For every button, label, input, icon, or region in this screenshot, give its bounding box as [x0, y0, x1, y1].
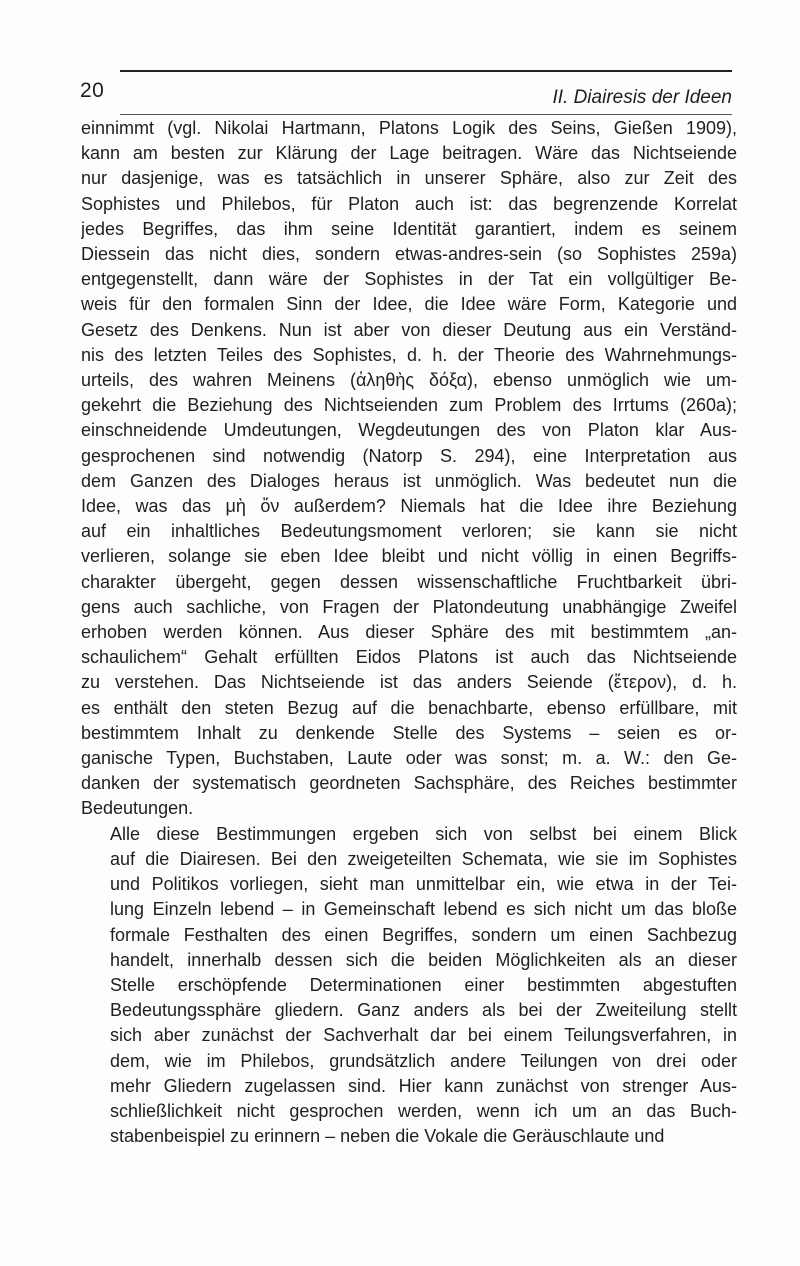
text-line: Gesetz des Denkens. Nun ist aber von dieser Deutung aus ein Verständ- [81, 319, 737, 340]
header-rule [120, 70, 732, 72]
text-line: schließlichkeit nicht gesprochen werden, wenn ich um an das Buch- [110, 1100, 737, 1121]
text-line: kann am besten zur Klärung der Lage beitragen. Wäre das Nichtseiende [81, 143, 737, 164]
text-line: bestimmtem Inhalt zu denkende Stelle des Systems – seien es or- [81, 722, 737, 743]
running-head: II. Diairesis der Ideen [552, 87, 732, 108]
text-line: und Politikos vorliegen, sieht man unmittelbar ein, wie etwa in der Tei- [110, 874, 737, 895]
text-line: danken der systematisch geordneten Sachsphäre, des Reiches bestimmter [81, 773, 737, 794]
text-line: gens auch sachliche, von Fragen der Platondeutung unabhängige Zweifel [81, 596, 737, 617]
text-line: zu verstehen. Das Nichtseiende ist das anders Seiende (ἕτερον), d. h. [81, 672, 737, 693]
text-line: handelt, innerhalb dessen sich die beiden Möglichkeiten als an dieser [110, 949, 737, 970]
text-line: entgegenstellt, dann wäre der Sophistes in der Tat ein vollgültiger Be- [81, 269, 737, 290]
text-line: Sophistes und Philebos, für Platon auch ist: das begrenzende Korrelat [81, 193, 737, 214]
text-line: jedes Begriffes, das ihm seine Identität garantiert, indem es seinem [81, 218, 737, 239]
text-line: weis für den formalen Sinn der Idee, die Idee wäre Form, Kategorie und [81, 294, 737, 315]
text-line: Bedeutungssphäre gliedern. Ganz anders als bei der Zweiteilung stellt [110, 1000, 737, 1021]
text-line: mehr Gliedern zugelassen sind. Hier kann zunächst von strenger Aus- [110, 1075, 737, 1096]
text-line: gekehrt die Beziehung des Nichtseienden zum Problem des Irrtums (260a); [81, 395, 737, 416]
text-line: stabenbeispiel zu erinnern – neben die Vokale die Geräuschlaute und [110, 1126, 665, 1147]
text-line: verlieren, solange sie eben Idee bleibt und nicht völlig in einen Begriffs- [81, 546, 737, 567]
text-line: es enthält den steten Bezug auf die benachbarte, ebenso erfüllbare, mit [81, 697, 737, 718]
text-line: ganische Typen, Buchstaben, Laute oder was sonst; m. a. W.: den Ge- [81, 748, 737, 769]
header-underline [120, 114, 732, 115]
text-line: Stelle erschöpfende Determinationen einer bestimmten abgestuften [110, 974, 737, 995]
text-line: dem Ganzen des Dialoges heraus ist unmöglich. Was bedeutet nun die [81, 470, 737, 491]
text-line: auf ein inhaltliches Bedeutungsmoment verloren; sie kann sie nicht [81, 521, 737, 542]
text-line: sich aber zunächst der Sachverhalt dar bei einem Teilungsverfahren, in [110, 1025, 737, 1046]
text-line: urteils, des wahren Meinens (ἀληθὴς δόξα), ebenso unmöglich wie um- [81, 370, 737, 391]
text-line: einnimmt (vgl. Nikolai Hartmann, Platons Logik des Seins, Gießen 1909), [81, 118, 737, 138]
text-line: schaulichem“ Gehalt erfüllten Eidos Platons ist auch das Nichtseiende [81, 647, 737, 668]
text-line: formale Festhalten des einen Begriffes, sondern um einen Sachbezug [110, 924, 737, 945]
page-number: 20 [80, 79, 105, 102]
text-line: einschneidende Umdeutungen, Wegdeutungen des von Platon klar Aus- [81, 420, 737, 441]
text-line: dem, wie im Philebos, grundsätzlich andere Teilungen von drei oder [110, 1050, 737, 1071]
text-line: auf die Diairesen. Bei den zweigeteilten Schemata, wie sie im Sophistes [110, 848, 737, 869]
text-line: Idee, was das μὴ ὄν außerdem? Niemals hat die Idee ihre Beziehung [81, 496, 737, 517]
paragraph [81, 116, 737, 822]
text-line: Alle diese Bestimmungen ergeben sich von selbst bei einem Blick [110, 823, 737, 844]
text-line: Diessein das nicht dies, sondern etwas-andres-sein (so Sophistes 259a) [81, 244, 737, 265]
text-line: charakter übergeht, gegen dessen wissenschaftliche Fruchtbarkeit übri- [81, 571, 737, 592]
text-line: Bedeutungen. [81, 798, 194, 819]
body-text [81, 116, 737, 1149]
text-line: gesprochenen sind notwendig (Natorp S. 294), eine Interpretation aus [81, 445, 737, 466]
paragraph [81, 822, 737, 1150]
text-line: nis des letzten Teiles des Sophistes, d. h. der Theorie des Wahrnehmungs- [81, 344, 737, 365]
text-line: lung Einzeln lebend – in Gemeinschaft lebend es sich nicht um das bloße [110, 899, 737, 920]
text-line: erhoben werden können. Aus dieser Sphäre des mit bestimmtem „an- [81, 622, 737, 643]
text-line: nur dasjenige, was es tatsächlich in unserer Sphäre, also zur Zeit des [81, 168, 737, 189]
